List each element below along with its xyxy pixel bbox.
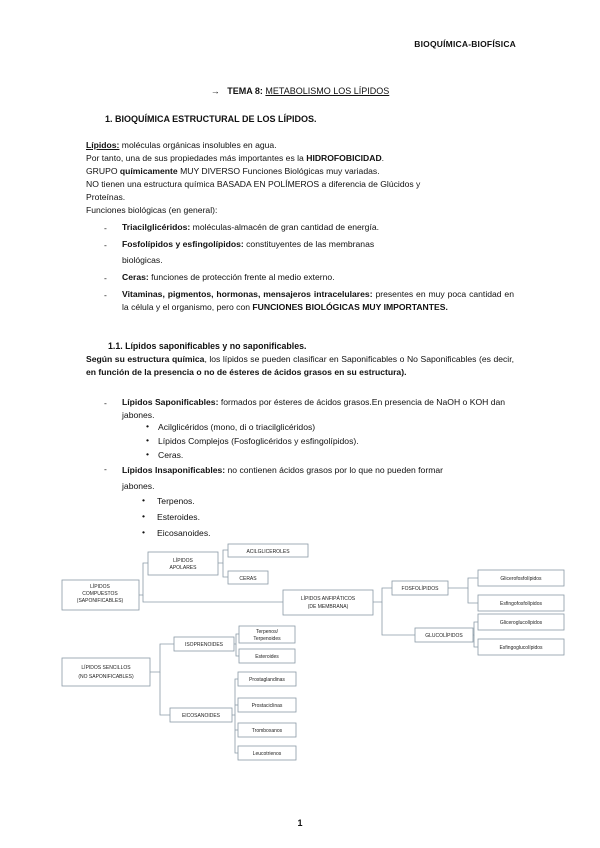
text: GRUPO [86, 166, 120, 176]
list-item: Eicosanoides. [157, 528, 211, 538]
text: químicamente [119, 166, 178, 176]
bullet-icon: • [146, 435, 150, 445]
dash-bullet: - [104, 273, 107, 283]
text: presentes en muy poca cantidad en la célula y el organismo, pero con [122, 289, 514, 312]
diagram-node: Glicerofosfolípidos [500, 576, 542, 582]
intro-line: Funciones biológicas (en general): [86, 205, 218, 215]
list-item: Terpenos. [157, 496, 195, 506]
text: constituyentes de las membranas [243, 239, 375, 249]
term: Lípidos Insaponificables: [122, 465, 226, 475]
text: formados por ésteres de ácidos grasos.En presencia de NaOH o KOH dan jabones. [122, 397, 506, 420]
diagram-node: (DE MEMBRANA) [307, 604, 349, 610]
diagram-node: APOLARES [169, 565, 197, 571]
list-item: Acilglicéridos (mono, di o triacilglicéridos) [158, 422, 316, 432]
text: moléculas-almacén de gran cantidad de energía. [190, 222, 379, 232]
diagram-node: Leucotrienos [252, 751, 282, 757]
list-item: Ceras. [158, 450, 184, 460]
topic-prefix: TEMA 8: [227, 86, 263, 96]
diagram-node: ACILGLICEROLES [246, 549, 290, 555]
diagram-node: CERAS [239, 576, 257, 582]
dash-bullet: - [104, 290, 107, 300]
bullet-icon: • [142, 527, 146, 537]
diagram-node: GLUCOLÍPIDOS [425, 633, 463, 639]
subsection-heading: 1.1. Lípidos saponificables y no saponificables. [108, 341, 307, 351]
diagram-node: LÍPIDOS SENCILLOS [81, 665, 131, 671]
section-heading: 1. BIOQUÍMICA ESTRUCTURAL DE LOS LÍPIDOS. [105, 114, 317, 124]
lipidos-def: moléculas orgánicas insolubles en agua. [119, 140, 277, 150]
hidrofobicidad: HIDROFOBICIDAD [306, 153, 382, 163]
lipidos-term: Lípidos: [86, 140, 120, 150]
term: Vitaminas, pigmentos, hormonas, mensajeros intracelulares: [122, 289, 373, 299]
diagram-node: Esfingofosfolípidos [500, 601, 542, 607]
diagram-node: Tromboxanos [251, 728, 283, 734]
text: . [381, 153, 385, 163]
strong-text: FUNCIONES BIOLÓGICAS MUY IMPORTANTES. [252, 302, 448, 312]
diagram-node: (NO SAPONIFICABLES) [78, 674, 134, 680]
list-item: Lípidos Complejos (Fosfoglicéridos y esfingolípidos). [158, 436, 359, 446]
diagram-node: EICOSANOIDES [181, 713, 221, 719]
diagram-node: Terpenoides [253, 636, 281, 642]
diagram-node: Terpenos/ [256, 629, 278, 635]
diagram-node: ISOPRENOIDES [184, 642, 224, 648]
dash-bullet: - [104, 240, 107, 250]
intro-line: NO tienen una estructura química BASADA EN POLÍMEROS a diferencia de Glúcidos y [86, 179, 421, 189]
diagram-node: Gliceroglucolípidos [499, 620, 543, 626]
text: en función de la presencia o no de ésteres de ácidos grasos en su estructura). [86, 367, 407, 377]
term: Ceras: [122, 272, 149, 282]
bullet-icon: • [146, 421, 150, 431]
arrow-icon: → [210, 86, 220, 96]
page-number: 1 [297, 818, 303, 828]
text: Por tanto, una de sus propiedades más importantes es la [86, 153, 307, 163]
text: MUY DIVERSO Funciones Biológicas muy variadas. [177, 166, 380, 176]
intro-line: Proteínas. [86, 192, 126, 202]
term: Fosfolípidos y esfingolípidos: [122, 239, 244, 249]
diagram-node: Esteroides [255, 654, 279, 660]
bullet-icon: • [142, 511, 146, 521]
running-header: BIOQUÍMICA-BIOFÍSICA [414, 39, 516, 49]
dash-bullet: - [104, 398, 107, 408]
text: Según su estructura química [86, 354, 205, 364]
term: Triacilglicéridos: [122, 222, 191, 232]
list-item: Esteroides. [157, 512, 200, 522]
topic-name: METABOLISMO LOS LÍPIDOS [265, 86, 390, 96]
diagram-node: Esfingoglucolípidos [499, 645, 543, 651]
diagram-node: LÍPIDOS [173, 558, 193, 564]
diagram-node: LÍPIDOS [90, 584, 110, 590]
diagram-node: (SAPONIFICABLES) [76, 598, 124, 604]
dash-bullet: - [104, 464, 107, 474]
function-item-cont: biológicas. [122, 255, 163, 265]
text: no contienen ácidos grasos por lo que no pueden formar jabones. [122, 465, 443, 491]
term: Lípidos Saponificables: [122, 397, 219, 407]
text: funciones de protección frente al medio externo. [148, 272, 335, 282]
diagram-node: FOSFOLÍPIDOS [401, 586, 439, 592]
bullet-icon: • [142, 495, 146, 505]
diagram-node: Prostaglandinas [249, 677, 285, 683]
text: , los lípidos se pueden clasificar en Saponificables o No Saponificables (es decir, [204, 354, 514, 364]
diagram-node: Prostaciclinas [251, 703, 283, 709]
bullet-icon: • [146, 449, 150, 459]
diagram-node: LÍPIDOS ANFIPÁTICOS [300, 596, 356, 602]
dash-bullet: - [104, 223, 107, 233]
diagram-node: COMPUESTOS [82, 591, 118, 597]
